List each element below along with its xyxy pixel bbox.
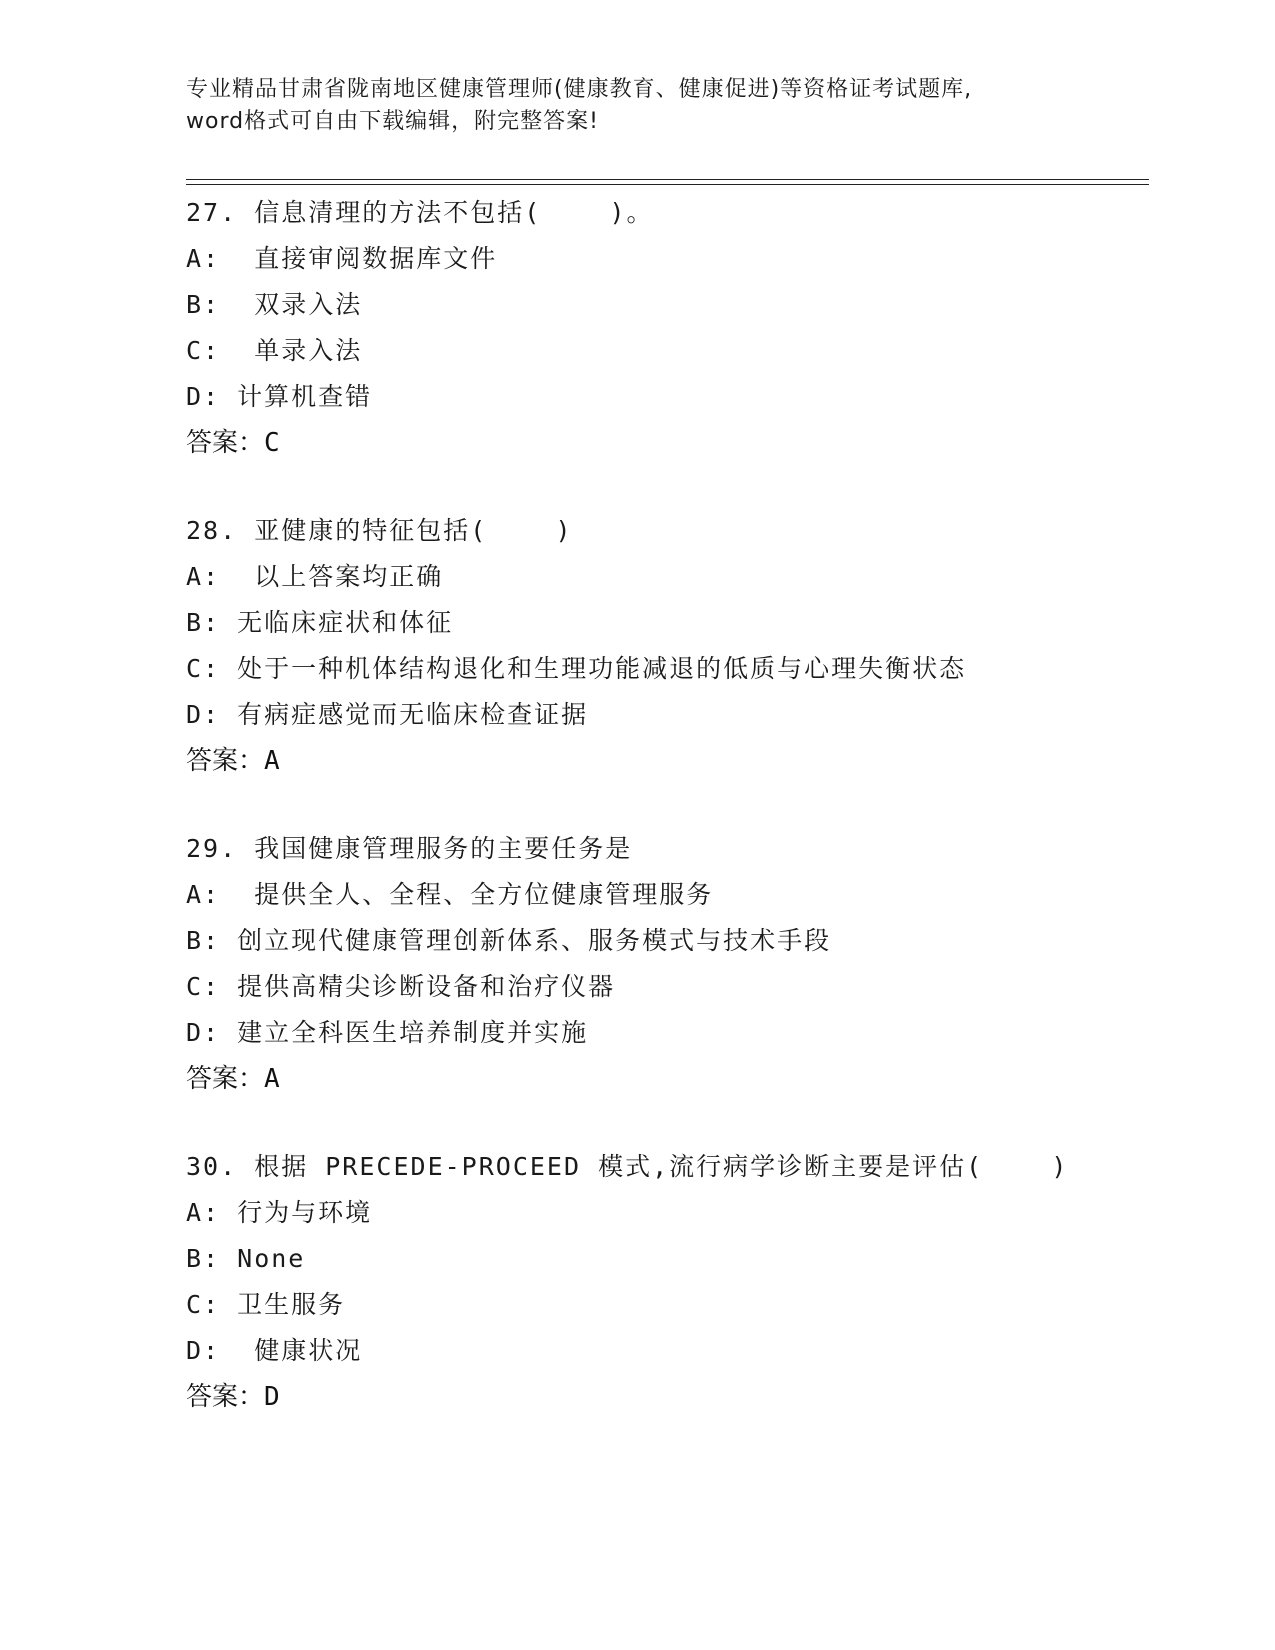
question-list [186,190,1146,1462]
question-stem: 29. 我国健康管理服务的主要任务是 [186,834,633,863]
header-line-2: word格式可自由下载编辑，附完整答案! [186,109,599,134]
option-a: A: 直接审阅数据库文件 [186,244,498,273]
answer-line [186,1374,1146,1420]
answer-value: A [264,1064,280,1094]
answer-line [186,738,1146,784]
answer-value: C [264,428,280,458]
header-divider [186,179,1149,185]
question-28 [186,508,1146,784]
option-a: A: 行为与环境 [186,1198,373,1227]
option-d: D: 计算机查错 [186,382,373,411]
answer-value: A [264,746,280,776]
option-a: A: 提供全人、全程、全方位健康管理服务 [186,880,714,909]
answer-label: 答案： [186,428,265,458]
answer-label: 答案： [186,1064,265,1094]
option-d: D: 有病症感觉而无临床检查证据 [186,700,589,729]
header-line-1: 专业精品甘肃省陇南地区健康管理师(健康教育、健康促进)等资格证考试题库, [186,77,973,102]
option-b: B: 无临床症状和体征 [186,608,454,637]
option-a: A: 以上答案均正确 [186,562,444,591]
answer-line [186,420,1146,466]
document-header [186,74,1086,138]
option-d: D: 建立全科医生培养制度并实施 [186,1018,589,1047]
answer-label: 答案： [186,1382,265,1412]
answer-label: 答案： [186,746,265,776]
option-b: B: 双录入法 [186,290,363,319]
answer-line [186,1056,1146,1102]
question-stem: 30. 根据 PRECEDE-PROCEED 模式,流行病学诊断主要是评估( ) [186,1152,1069,1181]
question-29 [186,826,1146,1102]
question-stem: 27. 信息清理的方法不包括( )。 [186,198,654,227]
option-c: C: 处于一种机体结构退化和生理功能减退的低质与心理失衡状态 [186,654,967,683]
answer-value: D [264,1382,280,1412]
option-c: C: 单录入法 [186,336,363,365]
option-d: D: 健康状况 [186,1336,363,1365]
option-b: B: None [186,1244,306,1273]
question-27 [186,190,1146,466]
question-stem: 28. 亚健康的特征包括( ) [186,516,573,545]
option-b: B: 创立现代健康管理创新体系、服务模式与技术手段 [186,926,832,955]
option-c: C: 提供高精尖诊断设备和治疗仪器 [186,972,616,1001]
question-30 [186,1144,1146,1420]
option-c: C: 卫生服务 [186,1290,346,1319]
